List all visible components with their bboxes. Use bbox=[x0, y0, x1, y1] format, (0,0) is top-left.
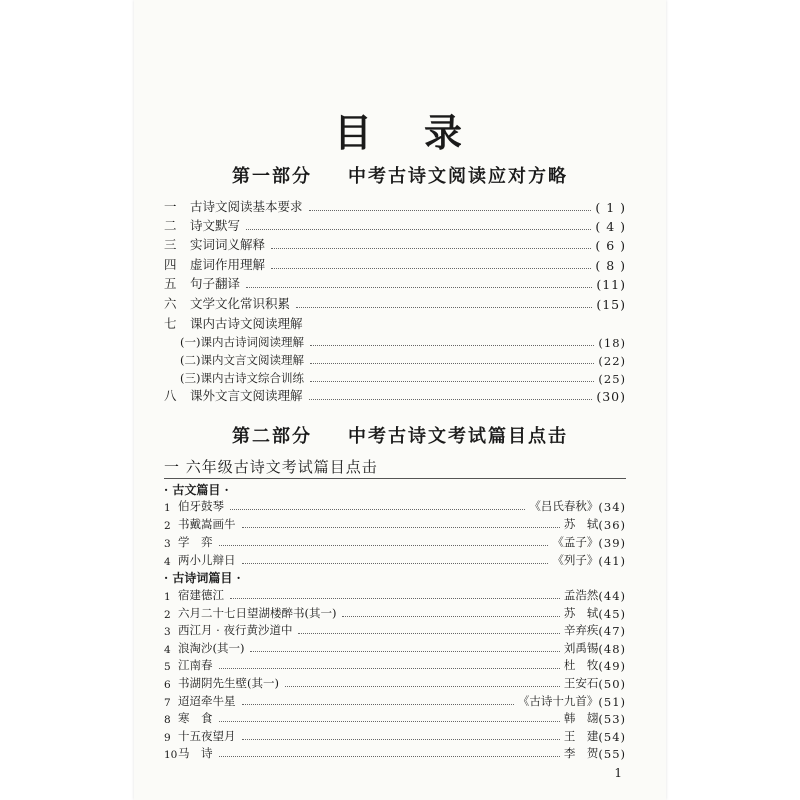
entry-author: 孟浩然 bbox=[563, 588, 599, 602]
entry-number: 3 bbox=[164, 538, 171, 550]
entry-page: (36) bbox=[598, 518, 626, 532]
entry-title: 诗文默写 bbox=[190, 218, 241, 233]
entry-page: (51) bbox=[598, 694, 626, 709]
entry-title: 学 弈 bbox=[178, 535, 213, 549]
entry-number: 3 bbox=[164, 626, 171, 639]
entry-page: (45) bbox=[598, 606, 626, 621]
entry-page: ( 8 ) bbox=[595, 258, 626, 273]
dot-leader bbox=[242, 563, 549, 564]
entry-number: 1 bbox=[164, 591, 171, 603]
entry-page: (41) bbox=[598, 554, 626, 568]
entry-number: 一 bbox=[164, 199, 177, 214]
dot-leader bbox=[309, 210, 592, 211]
dot-leader bbox=[219, 545, 549, 546]
entry-page: (54) bbox=[598, 729, 626, 744]
page-title bbox=[134, 102, 666, 157]
entry-title: 书湖阴先生壁(其一) bbox=[178, 676, 279, 690]
entry-title: 句子翻译 bbox=[190, 276, 241, 291]
dot-leader bbox=[242, 704, 514, 705]
entry-number: 6 bbox=[164, 679, 171, 691]
toc-entry bbox=[164, 515, 626, 532]
dot-leader bbox=[242, 739, 560, 740]
entry-page: (48) bbox=[598, 641, 626, 656]
entry-page: (47) bbox=[598, 624, 626, 639]
dot-leader bbox=[271, 268, 591, 269]
toc-entry bbox=[164, 744, 626, 761]
dot-leader bbox=[309, 399, 593, 400]
entry-number: 5 bbox=[164, 661, 171, 674]
entry-title: 宿建德江 bbox=[178, 588, 224, 602]
entry-number: 2 bbox=[164, 520, 171, 532]
toc-entry bbox=[164, 216, 626, 234]
entry-title: 西江月 · 夜行黄沙道中 bbox=[178, 623, 293, 638]
entry-number: 五 bbox=[164, 276, 177, 291]
toc-entry bbox=[164, 255, 626, 273]
entry-author: 《孟子》 bbox=[552, 535, 599, 549]
category-label: · 古文篇目 · bbox=[164, 483, 229, 497]
entry-page: (53) bbox=[598, 712, 626, 727]
entry-author: 《列子》 bbox=[552, 553, 599, 567]
section-divider bbox=[164, 478, 626, 479]
dot-leader bbox=[310, 381, 594, 382]
entry-number: 六 bbox=[164, 296, 177, 311]
entry-number: 四 bbox=[164, 257, 177, 272]
toc-entry bbox=[164, 639, 626, 656]
entry-title: 虚词作用理解 bbox=[190, 257, 266, 272]
toc-entry bbox=[164, 674, 626, 691]
entry-title: 课外文言文阅读理解 bbox=[190, 388, 303, 403]
entry-author: 《古诗十九首》 bbox=[517, 693, 599, 708]
entry-page: (11) bbox=[596, 277, 626, 292]
toc-entry bbox=[164, 314, 626, 332]
toc-entry bbox=[164, 551, 626, 568]
entry-page: (34) bbox=[598, 500, 626, 514]
dot-leader bbox=[310, 345, 594, 346]
section-heading: 一 六年级古诗文考试篇目点击 bbox=[164, 458, 378, 476]
toc-entry bbox=[164, 497, 626, 514]
entry-page: ( 4 ) bbox=[595, 219, 626, 234]
dot-leader bbox=[310, 363, 594, 364]
dot-leader bbox=[271, 248, 591, 249]
entry-title: (三)课内古诗文综合训练 bbox=[180, 371, 304, 385]
page-number: 1 bbox=[614, 766, 622, 780]
dot-leader bbox=[342, 616, 559, 617]
entry-page: (30) bbox=[596, 389, 626, 404]
entry-page: (39) bbox=[598, 536, 626, 550]
entry-title: 江南春 bbox=[178, 658, 213, 673]
dot-leader bbox=[298, 633, 559, 634]
entry-title: 文学文化常识积累 bbox=[190, 296, 291, 311]
entry-number: 八 bbox=[164, 388, 177, 403]
entry-number: 4 bbox=[164, 556, 171, 568]
entry-title: 马 诗 bbox=[178, 746, 213, 761]
toc-entry bbox=[164, 533, 626, 550]
title-char: 录 bbox=[424, 111, 467, 155]
toc-entry bbox=[180, 368, 626, 386]
toc-entry bbox=[180, 350, 626, 368]
entry-title: 两小儿辩日 bbox=[178, 553, 236, 567]
entry-number: 8 bbox=[164, 714, 171, 727]
entry-number: 1 bbox=[164, 502, 171, 514]
entry-page: (18) bbox=[598, 336, 626, 350]
title-char: 目 bbox=[333, 111, 376, 155]
entry-page: (15) bbox=[596, 297, 626, 312]
entry-page: ( 6 ) bbox=[595, 238, 626, 253]
entry-title: 六月二十七日望湖楼醉书(其一) bbox=[178, 605, 337, 620]
entry-number: 9 bbox=[164, 731, 171, 744]
part-heading bbox=[134, 422, 666, 448]
entry-page: (44) bbox=[598, 589, 626, 603]
dot-leader bbox=[242, 527, 560, 528]
dot-leader bbox=[230, 598, 560, 599]
entry-number: 二 bbox=[164, 218, 177, 233]
entry-title: 书戴嵩画牛 bbox=[178, 517, 236, 531]
part-heading bbox=[134, 162, 666, 188]
entry-author: 辛弃疾 bbox=[563, 623, 599, 638]
entry-title: 伯牙鼓琴 bbox=[178, 499, 224, 513]
dot-leader bbox=[246, 229, 591, 230]
entry-number: 4 bbox=[164, 643, 171, 656]
dot-leader bbox=[219, 756, 560, 757]
toc-entry bbox=[164, 197, 626, 215]
entry-title: (一)课内古诗词阅读理解 bbox=[180, 335, 304, 349]
toc-entry bbox=[164, 294, 626, 312]
entry-page: (49) bbox=[598, 659, 626, 674]
dot-leader bbox=[296, 307, 592, 308]
toc-entry bbox=[164, 656, 626, 673]
toc-entry bbox=[164, 386, 626, 404]
entry-author: 《吕氏春秋》 bbox=[529, 499, 599, 513]
toc-entry bbox=[180, 332, 626, 350]
entry-title: 寒 食 bbox=[178, 711, 213, 726]
entry-page: (25) bbox=[598, 372, 626, 386]
entry-number: 7 bbox=[164, 696, 171, 709]
entry-author: 李 贺 bbox=[563, 746, 599, 761]
toc-entry bbox=[164, 727, 626, 744]
entry-title: 浪淘沙(其一) bbox=[178, 640, 245, 655]
entry-author: 刘禹锡 bbox=[563, 640, 599, 655]
toc-entry bbox=[164, 621, 626, 638]
dot-leader bbox=[219, 721, 560, 722]
entry-number: 2 bbox=[164, 608, 171, 621]
entry-title: 古诗文阅读基本要求 bbox=[190, 199, 303, 214]
entry-page: (55) bbox=[598, 747, 626, 762]
category-label: · 古诗词篇目 · bbox=[164, 571, 241, 585]
entry-title: 课内古诗文阅读理解 bbox=[190, 316, 303, 331]
entry-number: 七 bbox=[164, 316, 177, 331]
entry-author: 苏 轼 bbox=[563, 605, 599, 620]
dot-leader bbox=[250, 651, 559, 652]
entry-author: 苏 轼 bbox=[563, 517, 599, 531]
dot-leader bbox=[219, 668, 560, 669]
entry-title: 迢迢牵牛星 bbox=[178, 693, 236, 708]
toc-entry bbox=[164, 274, 626, 292]
part-label: 第一部分 bbox=[232, 166, 312, 187]
entry-title: 十五夜望月 bbox=[178, 728, 236, 743]
entry-author: 王安石 bbox=[563, 676, 599, 690]
toc-entry bbox=[164, 604, 626, 621]
entry-author: 王 建 bbox=[563, 728, 599, 743]
entry-title: 实词词义解释 bbox=[190, 237, 266, 252]
entry-number: 三 bbox=[164, 237, 177, 252]
entry-number: 10 bbox=[164, 749, 178, 762]
entry-author: 韩 翃 bbox=[563, 711, 599, 726]
part-label: 第二部分 bbox=[232, 426, 312, 447]
toc-entry bbox=[164, 709, 626, 726]
entry-author: 杜 牧 bbox=[563, 658, 599, 673]
entry-page: (50) bbox=[598, 677, 626, 691]
book-page bbox=[134, 0, 666, 800]
part-name: 中考古诗文考试篇目点击 bbox=[348, 426, 568, 447]
entry-title: (二)课内文言文阅读理解 bbox=[180, 353, 304, 367]
toc-entry bbox=[164, 586, 626, 603]
entry-page: (22) bbox=[598, 354, 626, 368]
toc-entry bbox=[164, 235, 626, 253]
dot-leader bbox=[230, 509, 525, 510]
part-name: 中考古诗文阅读应对方略 bbox=[348, 166, 568, 187]
entry-page: ( 1 ) bbox=[595, 200, 626, 215]
toc-entry bbox=[164, 692, 626, 709]
dot-leader bbox=[285, 686, 560, 687]
dot-leader bbox=[246, 287, 592, 288]
